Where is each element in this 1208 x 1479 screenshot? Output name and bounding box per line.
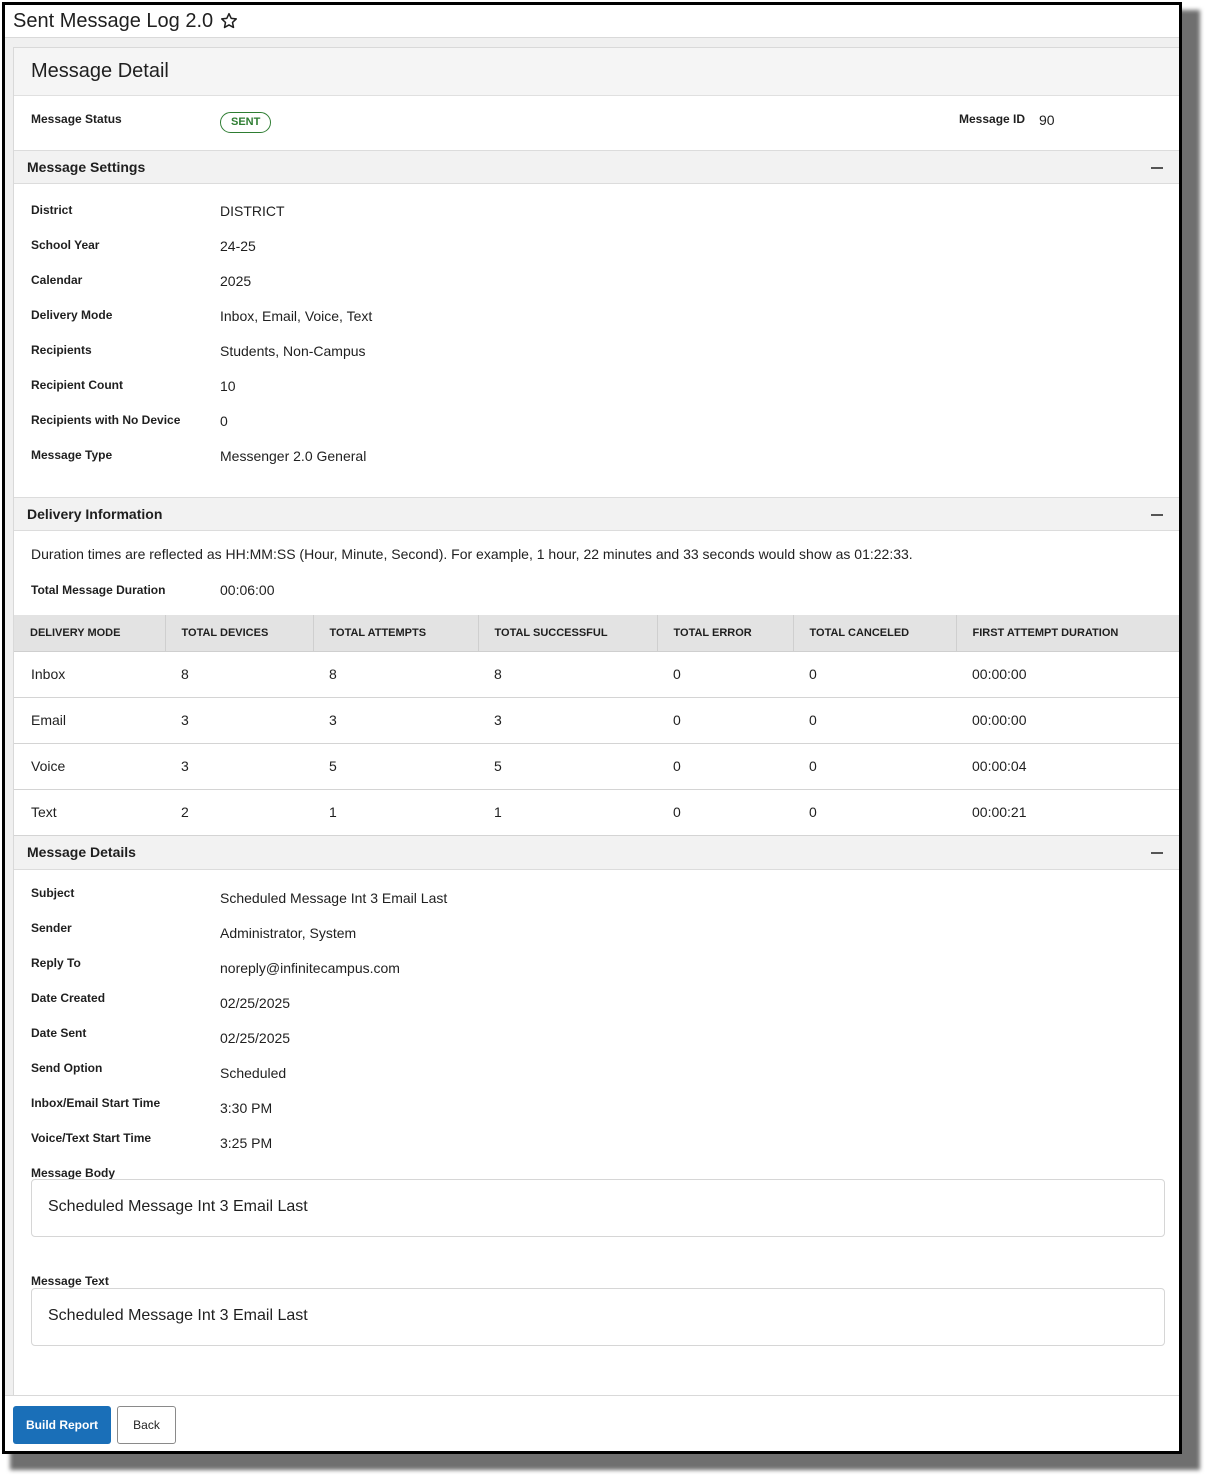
column-header[interactable]: TOTAL CANCELED bbox=[793, 615, 956, 651]
table-cell: 0 bbox=[793, 743, 956, 789]
message-details-header[interactable] bbox=[14, 836, 1179, 870]
message-body-block bbox=[14, 1163, 1179, 1271]
details-row bbox=[14, 883, 1179, 918]
table-cell: 8 bbox=[165, 651, 313, 697]
settings-row bbox=[14, 334, 1179, 369]
panel-header bbox=[14, 48, 1179, 96]
table-cell: 3 bbox=[313, 697, 478, 743]
field-value: 2025 bbox=[220, 273, 252, 289]
field-value: 10 bbox=[220, 378, 236, 394]
field-value: Scheduled Message Int 3 Email Last bbox=[220, 889, 448, 906]
table-row bbox=[14, 651, 1179, 697]
message-detail-panel bbox=[13, 47, 1179, 1395]
table-row bbox=[14, 743, 1179, 789]
settings-row bbox=[14, 194, 1179, 229]
panel-title: Message Detail bbox=[31, 60, 169, 82]
total-duration-value: 00:06:00 bbox=[220, 582, 275, 598]
table-cell: 2 bbox=[165, 789, 313, 835]
delivery-information-header[interactable] bbox=[14, 497, 1179, 531]
message-settings-header[interactable] bbox=[14, 150, 1179, 184]
table-row bbox=[14, 789, 1179, 835]
field-value: 24-25 bbox=[220, 238, 256, 254]
field-label: Voice/Text Start Time bbox=[31, 1130, 152, 1145]
action-bar bbox=[5, 1395, 1179, 1451]
field-label: Delivery Mode bbox=[31, 308, 113, 322]
field-label: Inbox/Email Start Time bbox=[31, 1095, 161, 1110]
table-cell: 8 bbox=[478, 651, 657, 697]
field-label: Send Option bbox=[31, 1060, 103, 1075]
settings-row bbox=[14, 439, 1179, 474]
total-duration-label: Total Message Duration bbox=[31, 583, 166, 597]
message-id-label: Message ID bbox=[959, 112, 1026, 126]
details-row bbox=[14, 918, 1179, 953]
collapse-icon[interactable] bbox=[1151, 852, 1163, 854]
build-report-button[interactable]: Build Report bbox=[13, 1406, 111, 1444]
table-cell: 3 bbox=[165, 743, 313, 789]
section-title: Message Details bbox=[27, 844, 136, 860]
message-text-label: Message Text bbox=[31, 1273, 109, 1288]
column-header[interactable]: DELIVERY MODE bbox=[14, 615, 165, 651]
section-title: Delivery Information bbox=[27, 506, 163, 522]
delivery-table bbox=[14, 615, 1179, 836]
settings-row bbox=[14, 229, 1179, 264]
message-body-label: Message Body bbox=[31, 1165, 116, 1180]
table-cell: 8 bbox=[313, 651, 478, 697]
settings-row bbox=[14, 299, 1179, 334]
table-cell: 5 bbox=[478, 743, 657, 789]
column-header[interactable]: FIRST ATTEMPT DURATION bbox=[956, 615, 1179, 651]
table-cell: 0 bbox=[793, 789, 956, 835]
column-header[interactable]: TOTAL ATTEMPTS bbox=[313, 615, 478, 651]
field-label: District bbox=[31, 203, 73, 217]
field-label: Recipients bbox=[31, 343, 92, 357]
table-cell: 0 bbox=[657, 743, 793, 789]
table-cell: 0 bbox=[793, 651, 956, 697]
table-cell: 00:00:21 bbox=[956, 789, 1179, 835]
field-label: Calendar bbox=[31, 273, 83, 287]
table-cell: 00:00:00 bbox=[956, 697, 1179, 743]
table-cell: 1 bbox=[478, 789, 657, 835]
message-text-block bbox=[14, 1271, 1179, 1371]
section-title: Message Settings bbox=[27, 159, 146, 175]
title-bar bbox=[5, 5, 1179, 38]
message-text-box: Scheduled Message Int 3 Email Last bbox=[31, 1288, 1165, 1346]
table-cell: 00:00:04 bbox=[956, 743, 1179, 789]
field-label: Date Created bbox=[31, 990, 106, 1005]
field-value: Inbox, Email, Voice, Text bbox=[220, 308, 373, 324]
field-label: Recipient Count bbox=[31, 378, 123, 392]
table-cell: 3 bbox=[478, 697, 657, 743]
table-header-row bbox=[14, 615, 1179, 651]
table-cell: 0 bbox=[793, 697, 956, 743]
table-row bbox=[14, 697, 1179, 743]
message-body-box: Scheduled Message Int 3 Email Last bbox=[31, 1179, 1165, 1237]
page-title: Sent Message Log 2.0 bbox=[13, 9, 214, 32]
star-icon[interactable] bbox=[219, 11, 239, 31]
table-cell: 0 bbox=[657, 651, 793, 697]
field-value: DISTRICT bbox=[220, 203, 285, 219]
back-button[interactable]: Back bbox=[117, 1406, 176, 1444]
content-area bbox=[5, 38, 1179, 1395]
table-cell: 0 bbox=[657, 697, 793, 743]
table-cell: Inbox bbox=[14, 651, 165, 697]
field-value: 3:30 PM bbox=[220, 1099, 273, 1116]
field-value: 3:25 PM bbox=[220, 1134, 273, 1151]
duration-note: Duration times are reflected as HH:MM:SS (Hour, Minute, Second). For example, 1 hour, 22 minutes and 33 seconds would show as 01:22:33. bbox=[31, 546, 913, 562]
message-status-label: Message Status bbox=[31, 112, 122, 126]
field-value: Administrator, System bbox=[220, 924, 357, 941]
field-label: School Year bbox=[31, 238, 100, 252]
field-value: noreply@infinitecampus.com bbox=[220, 959, 400, 976]
field-label: Subject bbox=[31, 885, 75, 900]
settings-row bbox=[14, 369, 1179, 404]
delivery-summary bbox=[14, 531, 1179, 615]
details-row bbox=[14, 1058, 1179, 1093]
table-cell: 3 bbox=[165, 697, 313, 743]
collapse-icon[interactable] bbox=[1151, 167, 1163, 169]
field-label: Date Sent bbox=[31, 1025, 87, 1040]
status-badge: SENT bbox=[220, 112, 271, 133]
field-value: Students, Non-Campus bbox=[220, 343, 366, 359]
details-row bbox=[14, 1128, 1179, 1163]
column-header[interactable]: TOTAL DEVICES bbox=[165, 615, 313, 651]
details-row bbox=[14, 1093, 1179, 1128]
details-row bbox=[14, 988, 1179, 1023]
table-cell: Voice bbox=[14, 743, 165, 789]
status-row bbox=[14, 96, 1179, 150]
column-header[interactable]: TOTAL SUCCESSFUL bbox=[478, 615, 657, 651]
field-value: 02/25/2025 bbox=[220, 994, 291, 1011]
field-label: Sender bbox=[31, 920, 72, 935]
table-cell: Text bbox=[14, 789, 165, 835]
details-row bbox=[14, 953, 1179, 988]
table-cell: 1 bbox=[313, 789, 478, 835]
field-value: Scheduled bbox=[220, 1064, 287, 1081]
field-label: Reply To bbox=[31, 955, 81, 970]
field-value: 0 bbox=[220, 413, 228, 429]
settings-row bbox=[14, 264, 1179, 299]
settings-row bbox=[14, 404, 1179, 439]
window bbox=[2, 2, 1182, 1454]
collapse-icon[interactable] bbox=[1151, 514, 1163, 516]
details-row bbox=[14, 1023, 1179, 1058]
field-label: Message Type bbox=[31, 448, 113, 462]
table-cell: 0 bbox=[657, 789, 793, 835]
table-cell: 00:00:00 bbox=[956, 651, 1179, 697]
column-header[interactable]: TOTAL ERROR bbox=[657, 615, 793, 651]
table-cell: 5 bbox=[313, 743, 478, 789]
field-value: Messenger 2.0 General bbox=[220, 448, 367, 464]
field-value: 02/25/2025 bbox=[220, 1029, 291, 1046]
field-label: Recipients with No Device bbox=[31, 413, 181, 427]
table-cell: Email bbox=[14, 697, 165, 743]
message-id-value: 90 bbox=[1039, 112, 1055, 128]
